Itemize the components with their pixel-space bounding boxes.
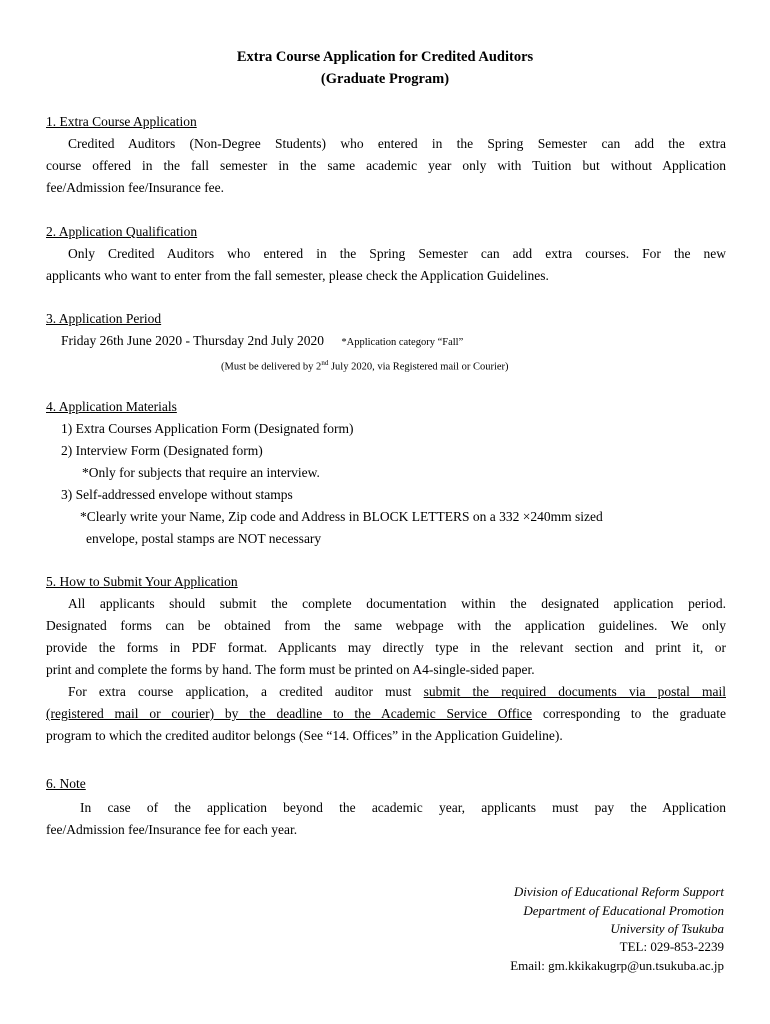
application-period-dates: Friday 26th June 2020 - Thursday 2nd July 2020 (61, 333, 324, 348)
paragraph-line: Credited Auditors (Non-Degree Students) who entered in the Spring Semester can add the extra (68, 136, 726, 151)
paragraph-text: corresponding to the graduate (532, 706, 727, 721)
paragraph-line: Only Credited Auditors who entered in the Spring Semester can add extra courses. For the new (68, 246, 726, 261)
section-heading: 3. Application Period (46, 311, 162, 326)
section-heading: 4. Application Materials (46, 399, 177, 414)
signature-tel: TEL: 029-853-2239 (619, 939, 724, 954)
underlined-text: submit the required documents via postal mail (423, 684, 726, 699)
paragraph-text: For extra course application, a credited auditor must (68, 684, 424, 699)
title-line-1: Extra Course Application for Credited Auditors (236, 49, 534, 65)
paragraph-line: fee/Admission fee/Insurance fee. (46, 180, 225, 195)
signature-email: Email: gm.kkikakugrp@un.tsukuba.ac.jp (510, 958, 724, 973)
section-heading: 6. Note (46, 776, 86, 791)
section-heading: 2. Application Qualification (46, 224, 198, 239)
list-item: 3) Self-addressed envelope without stamps (61, 487, 293, 502)
paragraph-line: In case of the application beyond the academic year, applicants must pay the Application (80, 800, 726, 815)
delivery-note-superscript: nd (321, 359, 329, 367)
underlined-text: (registered mail or courier) by the deadline to the Academic Service Office (46, 706, 533, 721)
delivery-note-text: (Must be delivered by 2 (221, 361, 322, 373)
signature-division: Division of Educational Reform Support (513, 884, 724, 899)
paragraph-line: Designated forms can be obtained from the same webpage with the application guidelines. We only (46, 618, 726, 633)
section-heading: 5. How to Submit Your Application (46, 574, 238, 589)
paragraph-line (46, 681, 726, 703)
title-line-2: (Graduate Program) (320, 71, 450, 87)
list-item: 2) Interview Form (Designated form) (61, 443, 263, 458)
signature-department: Department of Educational Promotion (523, 903, 724, 918)
period-line (46, 330, 741, 354)
category-note: *Application category “Fall” (341, 337, 464, 348)
paragraph-line: print and complete the forms by hand. The form must be printed on A4-single-sided paper. (46, 662, 535, 677)
paragraph-line: program to which the credited auditor belongs (See “14. Offices” in the Application Guideline). (46, 728, 563, 743)
delivery-note (221, 352, 509, 379)
paragraph-line: All applicants should submit the complete documentation within the designated application period. (68, 596, 726, 611)
list-item: 1) Extra Courses Application Form (Designated form) (61, 421, 354, 436)
delivery-note-text: July 2020, via Registered mail or Courier) (328, 361, 509, 373)
paragraph-line: applicants who want to enter from the fall semester, please check the Application Guidelines. (46, 268, 549, 283)
section-heading: 1. Extra Course Application (46, 114, 197, 129)
list-item-note: envelope, postal stamps are NOT necessary (86, 531, 322, 546)
paragraph-line: course offered in the fall semester in the same academic year only with Tuition but without Application (46, 158, 726, 173)
signature-university: University of Tsukuba (610, 921, 724, 936)
list-item-note: *Only for subjects that require an interview. (82, 465, 320, 480)
paragraph-line (46, 703, 726, 725)
paragraph-line: provide the forms in PDF format. Applicants may directly type in the relevant section and print it, or (46, 640, 726, 655)
paragraph-line: fee/Admission fee/Insurance fee for each year. (46, 822, 298, 837)
list-item-note: *Clearly write your Name, Zip code and Address in BLOCK LETTERS on a 332 ×240mm sized (80, 509, 603, 524)
